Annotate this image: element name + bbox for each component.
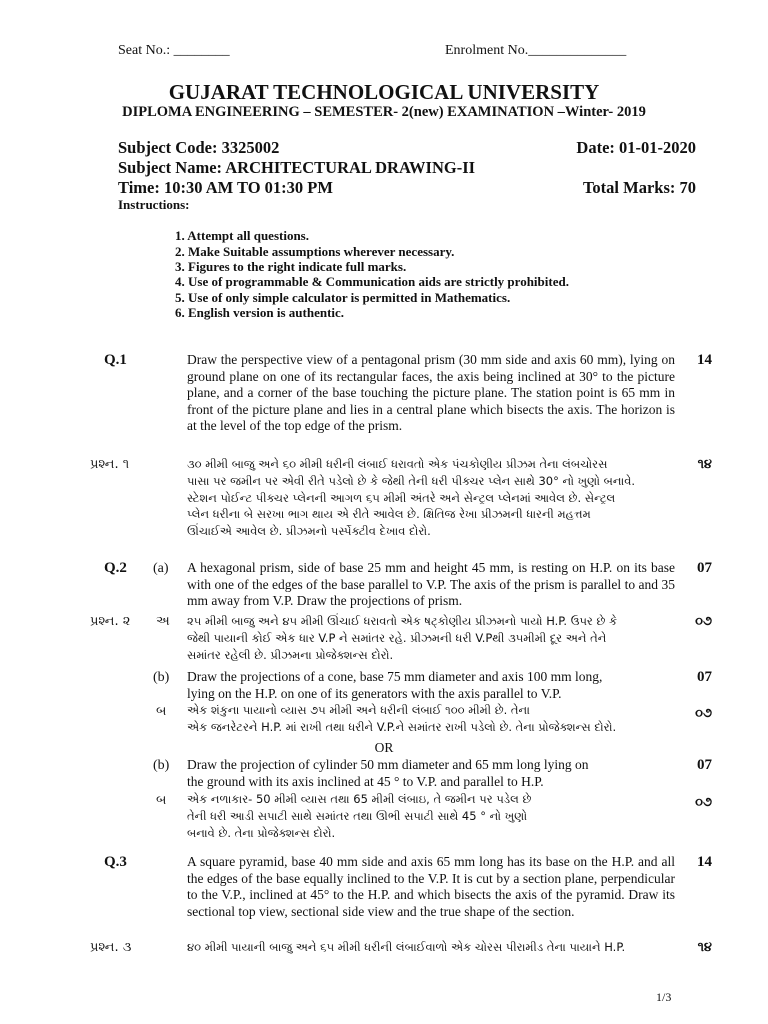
- or-separator: OR: [374, 740, 394, 755]
- gujarati-marks: ૦૭: [695, 706, 712, 721]
- gujarati-subquestion-label: બ: [156, 704, 167, 719]
- gujarati-question-text: ૪૦ મીમી પાયાની બાજુ અને ૬૫ મીમી ધરીની લંબાઈવાળો એક ચોરસ પીરામીડ તેના પાયાને H.P.: [187, 940, 626, 954]
- question-marks: 07: [697, 669, 712, 685]
- gujarati-question-text: ૨૫ મીમી બાજુ અને ૪૫ મીમી ઊંચાઈ ધરાવતો એક ષટ્કોણીય પ્રીઝમનો પાયો H.P. ઉપર છે કે જેથી પાયાની કોઈ એક ધાર V.P ને સમાંતર રહે. પ્રીઝમની ધરી V.Pથી ૩૫મીમી દૂર અને તેને સમાંતર રહેલી છે. પ્રીઝમના પ્રોજેક્શન્સ દોરો.: [187, 614, 618, 662]
- gujarati-marks: ૦૭: [695, 614, 712, 629]
- total-marks: Total Marks: 70: [582, 178, 696, 197]
- instruction-item: 2. Make Suitable assumptions wherever necessary.: [175, 244, 455, 259]
- instruction-item: 3. Figures to the right indicate full marks.: [175, 259, 407, 274]
- question-text: A hexagonal prism, side of base 25 mm and height 45 mm, is resting on H.P. on its base with one of the edges of the base parallel to V.P. The axis of the prism is parallel to and 35 mm away from V.P. Draw the projections of prism.: [187, 560, 675, 608]
- question-text: Draw the perspective view of a pentagonal prism (30 mm side and axis 60 mm), lying on ground plane on one of its rectangular faces, the axis being inclined at 30° to the picture plane, and a corner of the base touching the picture plane. The station point is 65 mm in front of the picture plane and lies in a central plane which bisects the axis. The horizon is at the level of the top edge of the prism.: [187, 352, 675, 433]
- instructions-heading: Instructions:: [118, 197, 190, 212]
- gujarati-question-number: પ્રશ્ન. ૩: [90, 940, 132, 955]
- question-text: Draw the projection of cylinder 50 mm diameter and 65 mm long lying on the ground with its axis inclined at 45 ° to V.P. and parallel to H.P.: [187, 757, 589, 789]
- question-text: A square pyramid, base 40 mm side and axis 65 mm long has its base on the H.P. and all the edges of the base equally inclined to the V.P. It is cut by a section plane, perpendicular to the V.P., inclined at 45° to the H.P. and which bisects the axis of the pyramid. Draw its sectional top view, sectional side view and the true shape of the section.: [187, 854, 675, 919]
- exam-time: Time: 10:30 AM TO 01:30 PM: [118, 178, 333, 197]
- question-text: Draw the projections of a cone, base 75 mm diameter and axis 100 mm long, lying on the H.P. on one of its generators with the axis parallel to V.P.: [187, 669, 603, 701]
- gujarati-subquestion-label: બ: [156, 793, 167, 808]
- subject-code: Subject Code: 3325002: [118, 138, 280, 157]
- exam-title: DIPLOMA ENGINEERING – SEMESTER- 2(new) EXAMINATION –Winter- 2019: [122, 104, 646, 120]
- gujarati-marks: ૧૪: [697, 457, 712, 472]
- question-number: Q.1: [104, 352, 127, 368]
- instruction-item: 4. Use of programmable & Communication aids are strictly prohibited.: [175, 274, 569, 289]
- subquestion-label: (b): [153, 670, 170, 685]
- enrolment-number: Enrolment No.______________: [445, 43, 627, 58]
- instruction-item: 6. English version is authentic.: [175, 305, 345, 320]
- page-number: 1/3: [656, 990, 672, 1004]
- question-marks: 14: [697, 854, 712, 870]
- exam-date: Date: 01-01-2020: [576, 138, 696, 157]
- gujarati-question-text: એક શંકુના પાયાનો વ્યાસ ૭૫ મીમી અને ધરીની લંબાઈ ૧૦૦ મીમી છે. તેના એક જનરેટરને H.P. માં રાખી તથા ધરીને V.P.ને સમાંતર રાખી પડેલો છે. તેના પ્રોજેક્શન્સ દોરો.: [187, 703, 617, 734]
- gujarati-question-number: પ્રશ્ન. ૨: [90, 614, 131, 629]
- gujarati-question-text: એક નળાકાર- 50 મીમી વ્યાસ તથા 65 મીમી લંબાઇ, તે જમીન પર પડેલ છે તેની ધરી આડી સપાટી સાથે સમાંતર તથા ઊભી સપાટી સાથે 45 ° નો ખુણો બનાવે છે. તેના પ્રોજેક્શન્સ દોરો.: [187, 792, 532, 840]
- subquestion-label: (b): [153, 758, 170, 773]
- subquestion-label: (a): [153, 561, 169, 576]
- question-number: Q.3: [104, 854, 127, 870]
- university-title: GUJARAT TECHNOLOGICAL UNIVERSITY: [168, 80, 600, 104]
- question-number: Q.2: [104, 560, 127, 576]
- seat-number: Seat No.: ________: [118, 43, 230, 58]
- gujarati-subquestion-label: અ: [156, 614, 170, 629]
- question-marks: 14: [697, 352, 712, 368]
- gujarati-marks: ૦૭: [695, 795, 712, 810]
- gujarati-question-text: ૩૦ મીમી બાજુ અને ૬૦ મીમી ધરીની લંબાઈ ધરાવતો એક પંચકોણીય પ્રીઝમ તેના લંબચોરસ પાસા પર જમીન પર એવી રીતે પડેલો છે કે જેથી તેની ધરી પીક્ચર પ્લેન સાથે 30° નો ખુણો બનાવે. સ્ટેશન પોઈન્ટ પીક્ચર પ્લેનની આગળ ૬૫ મીમી અંતરે અને સેન્ટ્રલ પ્લેનમાં આવેલ છે. સેન્ટ્રલ પ્લેન ધરીના બે સરખા ભાગ થાય એ રીતે આવેલ છે. ક્ષિતિજ રેખા પ્રીઝમની ધારની મહત્તમ ઊંચાઈએ આવેલ છે. પ્રીઝમનો પર્સ્પેક્ટીવ દેખાવ દોરો.: [187, 457, 636, 539]
- question-marks: 07: [697, 560, 712, 576]
- gujarati-question-number: પ્રશ્ન. ૧: [90, 457, 130, 472]
- instruction-item: 5. Use of only simple calculator is permitted in Mathematics.: [175, 290, 511, 305]
- subject-name: Subject Name: ARCHITECTURAL DRAWING-II: [118, 158, 476, 177]
- question-marks: 07: [697, 757, 712, 773]
- gujarati-marks: ૧૪: [697, 940, 712, 955]
- instruction-item: 1. Attempt all questions.: [175, 228, 309, 243]
